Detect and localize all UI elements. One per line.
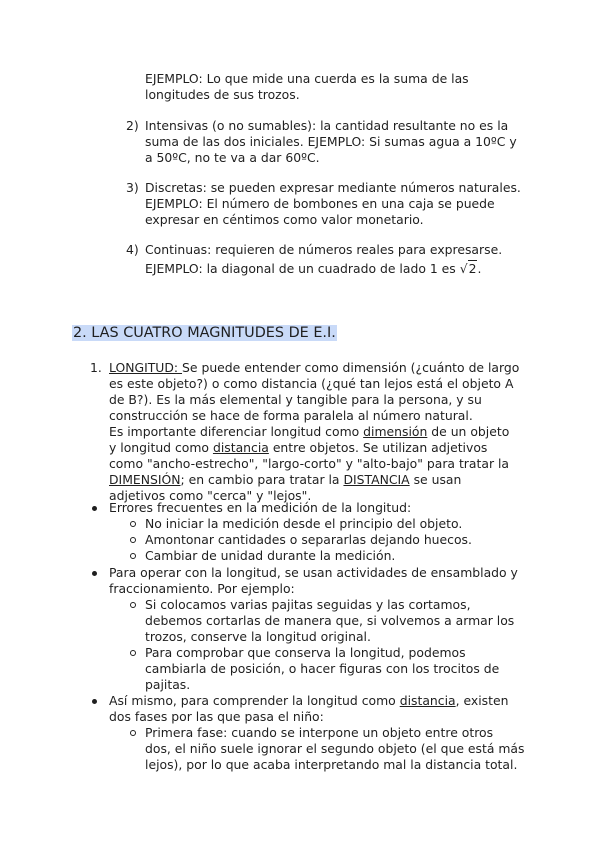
sqrt-symbol: √ bbox=[459, 261, 468, 276]
section-heading-text: 2. LAS CUATRO MAGNITUDES DE E.I. bbox=[73, 325, 336, 341]
longitud-text: entre objetos. Se utilizan adjetivos bbox=[268, 440, 488, 455]
subitem-text: trozos, conserve la longitud original. bbox=[145, 629, 371, 644]
circle-bullet bbox=[130, 521, 136, 527]
type-line: Intensivas (o no sumables): la cantidad resultante no es la bbox=[145, 118, 509, 133]
longitud-text: de B?). Es la más elemental y tangible para la persona, y su bbox=[109, 392, 482, 407]
longitud-text: se usan bbox=[409, 472, 462, 487]
circle-bullet bbox=[130, 602, 136, 608]
longitud-text: adjetivos como "cerca" y "lejos". bbox=[109, 488, 312, 503]
bullet-text: dos fases por las que pasa el niño: bbox=[109, 709, 324, 724]
intro-example bbox=[145, 71, 469, 103]
subitem-text: Primera fase: cuando se interpone un objeto entre otros bbox=[145, 725, 494, 740]
bullet-text: Errores frecuentes en la medición de la longitud: bbox=[109, 500, 412, 515]
bullet-dot bbox=[92, 571, 97, 576]
longitud-text: es este objeto?) o como distancia (¿qué tan lejos está el objeto A bbox=[109, 376, 514, 391]
type-line: expresar en céntimos como valor monetario. bbox=[145, 212, 424, 227]
subitem-text: No iniciar la medición desde el principio del objeto. bbox=[145, 516, 463, 531]
circle-bullet bbox=[130, 650, 136, 656]
subitem-text: dos, el niño suele ignorar el segundo objeto (el que está más bbox=[145, 741, 525, 756]
longitud-text: Se puede entender como dimensión (¿cuánto de largo bbox=[182, 360, 520, 375]
underlined-term: dimensión bbox=[363, 424, 428, 439]
underlined-term: distancia bbox=[212, 440, 269, 455]
bullet-text: Para operar con la longitud, se usan actividades de ensamblado y bbox=[109, 565, 518, 580]
bullet-dot bbox=[92, 699, 97, 704]
type-line: EJEMPLO: El número de bombones en una caja se puede bbox=[145, 196, 495, 211]
subitem-text: debemos cortarlas de manera que, si volvemos a armar los bbox=[145, 613, 515, 628]
subitem-text: cambiarla de posición, o hacer figuras con los trocitos de bbox=[145, 661, 500, 676]
section-heading bbox=[72, 324, 337, 342]
intro-line: EJEMPLO: Lo que mide una cuerda es la suma de las bbox=[145, 71, 469, 86]
longitud-text: como "ancho-estrecho", "largo-corto" y "alto-bajo" para tratar la bbox=[109, 456, 510, 471]
type-number: 2) bbox=[126, 118, 139, 133]
longitud-text: y longitud como bbox=[109, 440, 213, 455]
intro-line: longitudes de sus trozos. bbox=[145, 87, 300, 102]
longitud-text: Es importante diferenciar longitud como bbox=[109, 424, 364, 439]
subitem-text: Cambiar de unidad durante la medición. bbox=[145, 548, 396, 563]
type-line: Continuas: requieren de números reales para expresarse. bbox=[145, 242, 503, 257]
bullet-text: Así mismo, para comprender la longitud como bbox=[109, 693, 400, 708]
longitud-text: ; en cambio para tratar la bbox=[180, 472, 344, 487]
type-line: Discretas: se pueden expresar mediante números naturales. bbox=[145, 180, 521, 195]
longitud-text: de un objeto bbox=[427, 424, 510, 439]
sqrt-prefix: EJEMPLO: la diagonal de un cuadrado de lado 1 es bbox=[145, 261, 460, 276]
type-line: suma de las dos iniciales. EJEMPLO: Si sumas agua a 10ºC y bbox=[145, 134, 517, 149]
circle-bullet bbox=[130, 730, 136, 736]
subitem-text: pajitas. bbox=[145, 677, 191, 692]
sqrt-suffix: . bbox=[477, 261, 482, 276]
type-number: 3) bbox=[126, 180, 139, 195]
subitem-text: Amontonar cantidades o separarlas dejando huecos. bbox=[145, 532, 472, 547]
bullet-text: fraccionamiento. Por ejemplo: bbox=[109, 581, 295, 596]
circle-bullet bbox=[130, 553, 136, 559]
type-line: a 50ºC, no te va a dar 60ºC. bbox=[145, 150, 320, 165]
longitud-label: LONGITUD: bbox=[109, 360, 183, 375]
longitud-text: construcción se hace de forma paralela al número natural. bbox=[109, 408, 473, 423]
subitem-text: Para comprobar que conserva la longitud, podemos bbox=[145, 645, 466, 660]
longitud-number: 1. bbox=[90, 360, 102, 375]
circle-bullet bbox=[130, 537, 136, 543]
subitem-text: lejos), por lo que acaba interpretando mal la distancia total. bbox=[145, 757, 518, 772]
subitem-text: Si colocamos varias pajitas seguidas y las cortamos, bbox=[145, 597, 471, 612]
type-number: 4) bbox=[126, 242, 139, 257]
underlined-term: distancia bbox=[399, 693, 456, 708]
underlined-term: DIMENSIÓN bbox=[109, 472, 181, 487]
type-line-sqrt bbox=[145, 261, 502, 277]
underlined-term: DISTANCIA bbox=[343, 472, 410, 487]
sqrt-value: 2 bbox=[468, 261, 477, 276]
bullet-text: , existen bbox=[455, 693, 509, 708]
bullet-dot bbox=[92, 506, 97, 511]
